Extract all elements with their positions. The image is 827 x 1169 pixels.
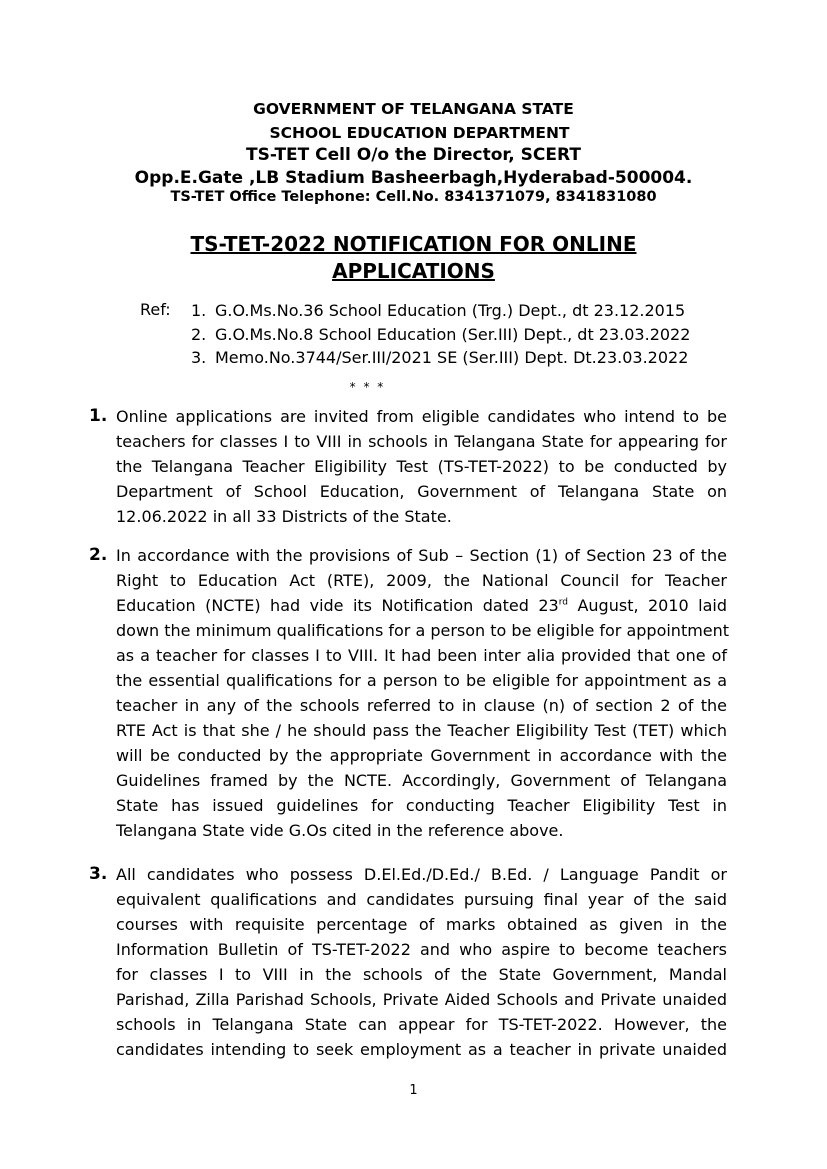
reference-text: Memo.No.3744/Ser.III/2021 SE (Ser.III) Dept. Dt.23.03.2022 (215, 348, 689, 367)
reference-item (191, 323, 690, 347)
paragraph-line: RTE Act is that she / he should pass the Teacher Eligibility Test (TET) which (116, 721, 727, 740)
paragraph-line: the essential qualifications for a person to be eligible for appointment as a (116, 671, 727, 690)
paragraph-line: Information Bulletin of TS-TET-2022 and who aspire to become teachers (116, 940, 727, 959)
header-address: Opp.E.Gate ,LB Stadium Basheerbagh,Hyderabad-500004. (134, 168, 693, 188)
paragraph-line: will be conducted by the appropriate Government in accordance with the (116, 746, 727, 765)
paragraph-2 (89, 543, 730, 843)
reference-item (191, 346, 690, 370)
paragraph-line-with-date (116, 593, 727, 618)
line-text-tail: August, 2010 laid (577, 596, 728, 615)
paragraph-number: 3. (89, 864, 108, 884)
paragraph-line: courses with requisite percentage of marks obtained as given in the (116, 915, 727, 934)
paragraph-line: Parishad, Zilla Parishad Schools, Private Aided Schools and Private unaided (116, 990, 727, 1009)
paragraph-number: 1. (89, 406, 108, 426)
paragraph-line: down the minimum qualifications for a person to be eligible for appointment (116, 621, 730, 640)
header-telephone: TS-TET Office Telephone: Cell.No. 8341371079, 8341831080 (170, 189, 657, 205)
paragraph-line: In accordance with the provisions of Sub – Section (1) of Section 23 of the (116, 546, 727, 565)
title-line-1: TS-TET-2022 NOTIFICATION FOR ONLINE (190, 232, 637, 256)
reference-number: 2. (191, 324, 207, 344)
notification-title (0, 231, 827, 285)
reference-text: G.O.Ms.No.8 School Education (Ser.III) Dept., dt 23.03.2022 (215, 324, 691, 344)
line-text: Education (NCTE) had vide its Notification dated 23 (116, 596, 559, 615)
reference-number: 3. (191, 348, 207, 367)
reference-label: Ref: (140, 300, 171, 319)
title-line-2: APPLICATIONS (332, 259, 495, 283)
paragraph-line: schools in Telangana State can appear for TS-TET-2022. However, the (116, 1015, 727, 1034)
paragraph-line: equivalent qualifications and candidates pursuing final year of the said (116, 890, 727, 909)
reference-item (191, 299, 690, 323)
paragraph-3 (89, 862, 727, 1062)
paragraph-line: Guidelines framed by the NCTE. Accordingly, Government of Telangana (116, 771, 727, 790)
paragraph-line: the Telangana Teacher Eligibility Test (TS-TET-2022) to be conducted by (116, 457, 727, 476)
paragraph-line: candidates intending to seek employment as a teacher in private unaided (116, 1040, 727, 1059)
paragraph-line: Telangana State vide G.Os cited in the reference above. (116, 821, 564, 840)
reference-list (191, 299, 690, 370)
paragraph-line: as a teacher for classes I to VIII. It had been inter alia provided that one of (116, 646, 727, 665)
reference-text: G.O.Ms.No.36 School Education (Trg.) Dept., dt 23.12.2015 (215, 301, 686, 320)
paragraph-line: All candidates who possess D.El.Ed./D.Ed./ B.Ed. / Language Pandit or (116, 865, 727, 884)
paragraph-line: Online applications are invited from eligible candidates who intend to be (116, 407, 727, 426)
paragraph-line: for classes I to VIII in the schools of the State Government, Mandal (116, 965, 727, 984)
paragraph-line: Department of School Education, Government of Telangana State on (116, 482, 727, 501)
paragraph-number: 2. (89, 545, 108, 565)
paragraph-1 (89, 404, 727, 529)
paragraph-line: 12.06.2022 in all 33 Districts of the State. (116, 507, 452, 526)
reference-number: 1. (191, 301, 207, 320)
header-department: SCHOOL EDUCATION DEPARTMENT (269, 124, 570, 142)
paragraph-line: Right to Education Act (RTE), 2009, the National Council for Teacher (116, 571, 727, 590)
paragraph-line: teacher in any of the schools referred to in clause (n) of section 2 of the (116, 696, 727, 715)
header-government: GOVERNMENT OF TELANGANA STATE (253, 100, 574, 118)
ordinal-suffix: rd (558, 597, 569, 608)
paragraph-line: teachers for classes I to VIII in schools in Telangana State for appearing for (116, 432, 727, 451)
paragraph-line: State has issued guidelines for conducting Teacher Eligibility Test in (116, 796, 727, 815)
header-cell: TS-TET Cell O/o the Director, SCERT (246, 145, 581, 165)
section-separator: * * * (349, 380, 386, 394)
page-number: 1 (409, 1083, 418, 1098)
